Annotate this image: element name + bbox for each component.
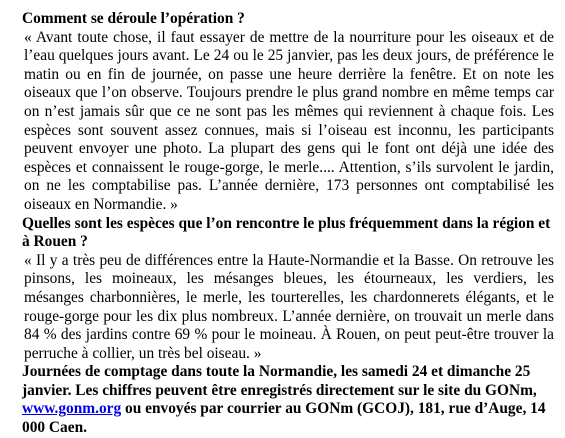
answer-2: « Il y a très peu de différences entre la Haute-Normandie et la Basse. On retrouve les pinsons, les moineaux, les mésanges bleues, les étourneaux, les verdiers, les mésanges charbonnières, le merle, les tourterelles, les chardonnerets élégants, et le rouge-gorge pour les dix plus nombreux. L’année dernière, on trouvait un merle dans 84 % des jardins contre 69 % pour le moineau. À Rouen, on peut peut-être trouver la perruche à collier, un très bel oiseau. » (24, 251, 554, 362)
question-2: Quelles sont les espèces que l’on rencontre le plus fréquemment dans la région et à Rouen ? (22, 214, 551, 251)
event-info-text: Journées de comptage dans toute la Normandie, les samedi 24 et dimanche 25 janvier. Les chiffres peuvent être enregistrés directement sur le site du GONm, (22, 363, 537, 399)
question-1: Comment se déroule l’opération ? (22, 10, 245, 27)
event-info-address: ou envoyés par courrier au GONm (GCOJ), 181, rue d’Auge, 14 000 Caen. (22, 400, 546, 437)
event-info (22, 363, 554, 437)
answer-1: « Avant toute chose, il faut essayer de mettre de la nourriture pour les oiseaux et de l’eau quelques jours avant. Le 24 ou le 25 janvier, pas les deux jours, de préférence le matin ou en fin de journée, on passe une heure derrière la fenêtre. Et on note les oiseaux que l’on observe. Toujours prendre le plus grand nombre en même temps car on n’est jamais sûr que ce ne sont pas les mêmes qui reviennent à chaque fois. Les espèces sont souvent assez connues, mais si l’oiseau est inconnu, les participants peuvent envoyer une photo. La plupart des gens qui le font ont déjà une idée des espèces et connaissent le rouge-gorge, le merle.... Attention, s’ils survolent le jardin, on ne les comptabilise pas. L’année dernière, 173 personnes ont comptabilisé les oiseaux en Normandie. » (24, 28, 554, 213)
article-body (22, 10, 554, 438)
gonm-website-link[interactable]: www.gonm.org (22, 400, 122, 418)
